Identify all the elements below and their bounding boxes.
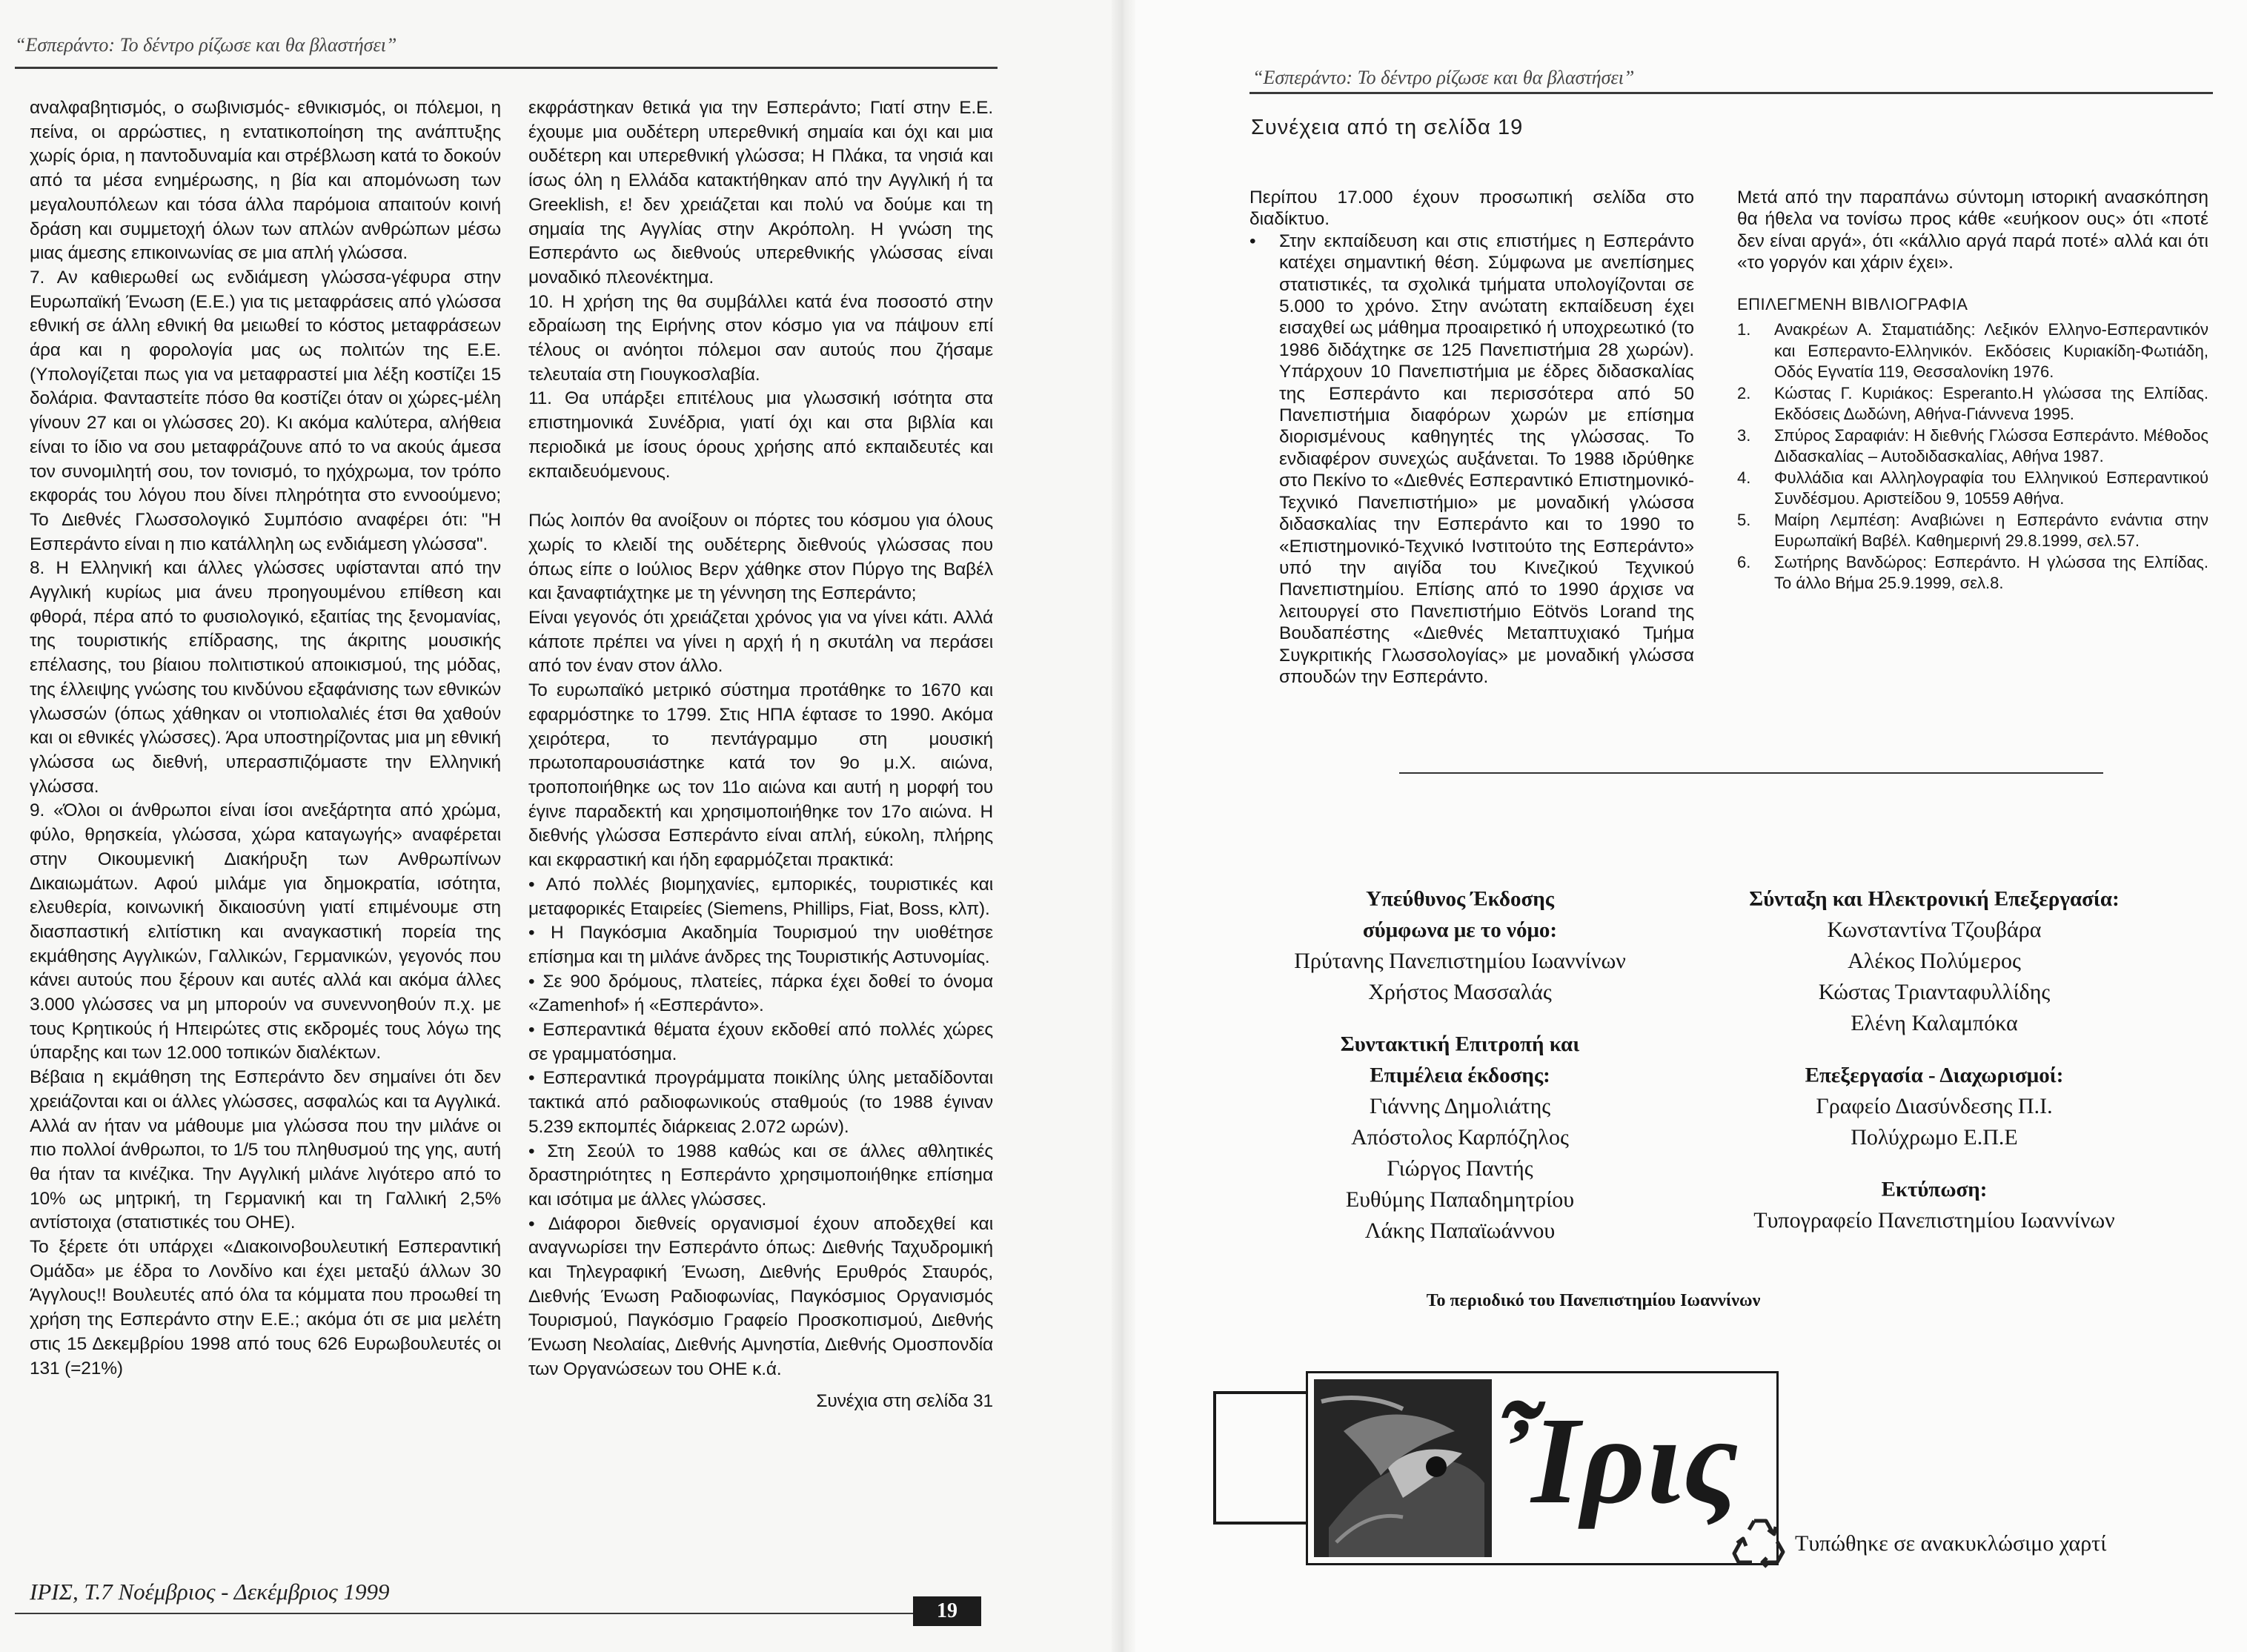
closing-paragraph: Μετά από την παραπάνω σύντομη ιστορική ανασκόπηση θα ήθελα να τονίσω προς κάθε «ευήκοον ους» ότι «ποτέ δεν είναι αργά», ότι «κάλλιο αργά παρά ποτέ» αλλά και ότι «το γοργόν και χάριν έχει». [1737,188,2208,273]
article-column-1 [30,96,501,1381]
credit-block [1697,883,2171,1039]
credit-heading: Επιμέλεια έκδοσης: [1370,1064,1550,1087]
credit-name: Γιάννης Δημολιάτης [1369,1094,1551,1118]
paragraph: • Σε 900 δρόμους, πλατείες, πάρκα έχει δοθεί το όνομα «Zamenhof» ή «Εσπεράντο». [528,971,993,1016]
credit-name: Κωνσταντίνα Τζουβάρα [1827,918,2042,942]
credit-name: Ελένη Καλαμπόκα [1851,1011,2018,1035]
bibliography-item [1737,552,2208,594]
credit-block [1260,1029,1660,1247]
paragraph: Είναι γεγονός ότι χρειάζεται χρόνος για να γίνει κάτι. Αλλά κάποτε πρέπει να γίνει η αρχή ή η σκυτάλη να περάσει από τον έναν στον άλλο. [528,608,993,677]
bibliography-item [1737,510,2208,552]
bibliography-number: 3. [1737,425,1751,445]
article-column-4 [1737,187,2208,594]
paragraph [1249,230,1694,689]
recycle-icon [1730,1512,1790,1573]
paragraph: Περίπου 17.000 έχουν προσωπική σελίδα στο διαδίκτυο. [1249,188,1694,230]
bibliography-text: Σωτήρης Βανδώρος: Εσπεράντο. Η γλώσσα της Ελπίδας. Το άλλο Βήμα 25.9.1999, σελ.8. [1774,552,2208,593]
paragraph: Βέβαια η εκμάθηση της Εσπεράντο δεν σημαίνει ότι δεν χρειάζονται και οι άλλες γλώσσες, ασφαλώς και τα Αγγλικά. Αλλά αν ήταν να μάθουμε μια γλώσσα που την μιλάνε οι πιο πολλοί άνθρωποι, το 1/5 του πληθυσμού της γης, αυτή θα ήταν τα κινέζικα. Την Αγγλική μιλάνε λιγότερο από το 10% ως μητρική, τη Γερμανική και τη Γαλλική 2,5% αντίστοιχα (στατιστικές του ΟΗΕ). [30,1067,501,1233]
recycled-paper-note: Τυπώθηκε σε ανακυκλώσιμο χαρτί [1795,1531,2107,1556]
credit-name: Ευθύμης Παπαδημητρίου [1345,1187,1575,1212]
header-rule-right [1249,92,2213,94]
paragraph: • Εσπεραντικά θέματα έχουν εκδοθεί από πολλές χώρες σε γραμματόσημα. [528,1020,993,1064]
credit-name: Κώστας Τριανταφυλλίδης [1818,980,2051,1004]
article-column-3 [1249,187,1694,688]
continued-from: Συνέχεια από τη σελίδα 19 [1251,116,1524,139]
paragraph: • Διάφοροι διεθνείς οργανισμοί έχουν αποδεχθεί και αναγνωρίσει την Εσπεράντο όπως: Διεθνής Ταχυδρομική και Τηλεγραφική Ένωση, Διεθνής Ερυθρός Σταυρός, Διεθνής Ένωση Ραδιοφωνίας, Παγκόσμιος Οργανισμός Τουρισμού, Παγκόσμιο Γραφείο Προσκοπισμού, Διεθνής Ένωση Νεολαίας, Διεθνής Αμνηστία, Διεθνής Ομοσπονδία των Οργανώσεων του ΟΗΕ κ.ά. [528,1213,993,1379]
article-column-2 [528,96,993,1413]
issue-footer: ΙΡΙΣ, Τ.7 Νοέμβριος - Δεκέμβριος 1999 [30,1579,390,1605]
bibliography-number: 1. [1737,320,1751,339]
credit-heading: Επεξεργασία - Διαχωρισμοί: [1805,1064,2064,1087]
bibliography-number: 5. [1737,510,1751,529]
paragraph: αναλφαβητισμός, ο σωβινισμός- εθνικισμός, οι πόλεμοι, η πείνα, οι αρρώστιες, η εντατικοποίηση της ανάπτυξης χωρίς όρια, η παντοδυναμία και στρέβλωση κατά το δοκούν από τα μέσα ενημέρωσης, η βία και απομόνωση των μεγαλουπόλεων και τόσα άλλα παρόμοια απαιτούν κοινή δράση και συμμετοχή όλων των απλών ανθρώπων μέσω μιας άμεσης επικοινωνίας σε μια απλή γλώσσα. [30,98,501,264]
page-gutter [1112,0,1135,1652]
bibliography-list [1737,319,2208,594]
paragraph: 11. Θα υπάρξει επιτέλους μια γλωσσική ισότητα στα επιστημονικά Συνέδρια, γιατί όχι και στα βιβλία και περιοδικά με ίσους όρους χρήσης από εκπαιδευτές και εκπαιδευόμενους. [528,388,993,482]
credit-heading: σύμφωνα με το νόμο: [1362,918,1558,942]
iris-artwork [1314,1379,1492,1557]
credit-heading: Συντακτική Επιτροπή και [1340,1032,1580,1056]
paragraph: 9. «Όλοι οι άνθρωποι είναι ίσοι ανεξάρτητα από χρώμα, φύλο, θρησκεία, γλώσσα, χώρα καταγωγής» αναφέρεται στην Οικουμενική Διακήρυξη των Ανθρωπίνων Δικαιωμάτων. Αφού μιλάμε για δημοκρατία, ισότητα, ελευθερία, κοινωνική δικαιοσύνη γιατί επιμένουμε στη διασπαστική ελιτίστικη και αναγκαστική πορεία της εκμάθησης Αγγλικών, Γαλλικών, Γερμανικών, γεγονός που κάνει αυτούς που ξέρουν και αυτές αλλά και ακόμα άλλες 3.000 γλώσσες να μη μπορούν να συνεννοηθούν π.χ. με τους Κρητικούς ή Ηπειρώτες στις εκδρομές τους λόγω της ύπαρξης και των 12.000 τοπικών διαλέκτων. [30,800,501,1064]
paragraph: 8. Η Ελληνική και άλλες γλώσσες υφίστανται από την Αγγλική κυρίως μια άνευ προηγουμένου επίθεση και φθορά, πέρα από το φυσιολογικό, εξαιτίας της ξενομανίας, της τουριστικής επίδρασης, της άκριτης μουσικής επέλασης, του βίαιου πολιτιστικού αποικισμού, της μόδας, της έλλειψης γνώσης του κινδύνου εξαφάνισης των εθνικών γλωσσών (όπως χάθηκαν οι ντοπιολαλιές έτσι θα χαθούν και οι εθνικές γλώσσες). Άρα υποστηρίζοντας μια μη εθνική γλώσσα ως διεθνή, υπερασπιζόμαστε την Ελληνική γλώσσα. [30,558,501,797]
iris-logo-text: Ἶρις [1495,1392,1740,1530]
paragraph: Το ευρωπαϊκό μετρικό σύστημα προτάθηκε το 1670 και εφαρμόστηκε το 1799. Στις ΗΠΑ έφτασε το 1990. Ακόμα χειρότερα, το πεντάγραμμο στη μουσική πρωτοπαρουσιάστηκε κατά τον 9ο μ.Χ. αιώνα, τροποποιήθηκε ως τον 11ο αιώνα και αυτή η μορφή του έγινε παραδεκτή και χρησιμοποιήθηκε τον 17ο αιώνα. Η διεθνής γλώσσα Εσπεράντο είναι απλή, εύκολη, πλήρης και εκφραστική και ήδη εφαρμόζεται πρακτικά: [528,680,993,871]
bibliography-text: Σπύρος Σαραφιάν: Η διεθνής Γλώσσα Εσπεράντο. Μέθοδος Διδασκαλίας – Αυτοδιδασκαλίας, Αθήνα 1987. [1774,425,2208,466]
credit-heading: Εκτύπωση: [1881,1178,1988,1201]
iris-logo [1306,1371,1779,1565]
paragraph: Το ξέρετε ότι υπάρχει «Διακοινοβουλευτική Εσπεραντική Ομάδα» με έδρα το Λονδίνο και έχει μεταξύ άλλων 30 Άγγλους!! Βουλευτές από όλα τα κόμματα που προωθεί τη χρήση της Εσπεράντο στην Ε.Ε.; ακόμα ότι σε μια μελέτη στις 15 Δεκεμβρίου 1998 από τους 626 Ευρωβουλευτές οι 131 (=21%) [30,1237,501,1379]
paragraph: • Η Παγκόσμια Ακαδημία Τουρισμού την υιοθέτησε επίσημα και τη μιλάνε άνδρες της Τουριστικής Αστυνομίας. [528,923,993,967]
bibliography-number: 6. [1737,552,1751,571]
continued-note: Συνέχια στη σελίδα 31 [816,1390,993,1411]
bibliography-text: Ανακρέων Α. Σταματιάδης: Λεξικόν Ελληνο-Εσπεραντικόν και Εσπεραντο-Ελληνικόν. Εκδόσεις Κυριακίδη-Φωτιάδη, Οδός Εγνατία 119, Θεσσαλονίκη 1976. [1774,320,2208,382]
credit-heading: Σύνταξη και Ηλεκτρονική Επεξεργασία: [1749,887,2120,911]
credit-name: Γραφείο Διασύνδεσης Π.Ι. [1816,1094,2053,1118]
credit-name: Πολύχρωμο Ε.Π.Ε [1851,1125,2018,1150]
credits-left [1260,883,1660,1267]
bibliography-number: 4. [1737,468,1751,487]
paragraph: • Στη Σεούλ το 1988 καθώς και σε άλλες αθλητικές δραστηριότητες η Εσπεράντο χρησιμοποιήθηκε επίσημα και ισότιμα με άλλες γλώσσες. [528,1141,993,1210]
running-head-right: “Εσπεράντο: Το δέντρο ρίζωσε και θα βλαστήσει” [1252,67,1635,88]
bibliography-item [1737,468,2208,510]
credit-name: Απόστολος Καρπόζηλος [1351,1125,1569,1150]
section-divider [1399,772,2103,774]
paragraph: Πώς λοιπόν θα ανοίξουν οι πόρτες του κόσμου για όλους χωρίς το κλειδί της ουδέτερης διεθνούς γλώσσας που όπως είπε ο Ιούλιος Βερν χάθηκε στον Πύργο της Βαβέλ και ξαναφτιάχτηκε με τη γέννηση της Εσπεράντο; [528,511,993,604]
credit-heading: Υπεύθυνος Έκδοσης [1366,887,1554,911]
bullet-text: Στην εκπαίδευση και στις επιστήμες η Εσπεράντο κατέχει σημαντική θέση. Σύμφωνα με ανεπίσημες στατιστικές, τα σχολικά τμήματα υπολογίζονται σε 5.000 το χρόνο. Στην ανώτατη εκπαίδευση έχει εισαχθεί ως μάθημα προαιρετικό ή υποχρεωτικό (το 1986 διδάχτηκε σε 125 Πανεπιστήμια 28 χωρών). Υπάρχουν 10 Πανεπιστήμια με έδρες διδασκαλίας της Εσπεράντο και περισσότερα από 50 Πανεπιστήμια διαφόρων χωρών με επίσημα διορισμένους καθηγητές της γλώσσας. Το ενδιαφέρον συνεχώς αυξάνεται. Το 1988 ιδρύθηκε στο Πεκίνο το «Διεθνές Εσπεραντικό Επιστημονικό-Τεχνικό Πανεπιστήμιο» με μοναδική γλώσσα διδασκαλίας την Εσπεράντο και το 1990 το «Επιστημονικό-Τεχνικό Ινστιτούτο της Εσπεράντο» υπό την αιγίδα του Κινεζικού Τεχνικού Πανεπιστημίου. Επίσης από το 1990 άρχισε να λειτουργεί στο Πανεπιστήμιο Eötvös Lorand της Βουδαπέστης «Διεθνές Μεταπτυχιακό Τμήμα Συγκριτικής Γλωσσολογίας» με μοναδική γλώσσα σπουδών την Εσπεράντο. [1279,230,1694,687]
bibliography-item [1737,425,2208,468]
bibliography-text: Κώστας Γ. Κυριάκος: Esperanto.Η γλώσσα της Ελπίδας. Εκδόσεις Δωδώνη, Αθήνα-Γιάννενα 1995. [1774,383,2208,424]
footer-rule-left [15,1613,919,1614]
paragraph: • Εσπεραντικά προγράμματα ποικίλης ύλης μεταδίδονται τακτικά από ραδιοφωνικούς σταθμούς (το 1988 έγιναν 5.239 εκπομπές διάρκειας 2.072 ωρών). [528,1068,993,1137]
credits-right [1697,883,2171,1257]
header-rule-left [15,67,998,69]
bibliography-title: ΕΠΙΛΕΓΜΕΝΗ ΒΙΒΛΙΟΓΡΑΦΙΑ [1737,294,1968,314]
paragraph: 7. Αν καθιερωθεί ως ενδιάμεση γλώσσα-γέφυρα στην Ευρωπαϊκή Ένωση (Ε.Ε.) για τις μεταφράσεις από γλώσσα εθνική σε άλλη εθνική θα μειωθεί το κόστος μεταφράσεων άρα και η φορολογία μας ως πολιτών της Ε.Ε. (Υπολογίζεται πως για να μεταφραστεί μια λέξη κοστίζει 15 δολάρια. Φανταστείτε πόσο θα κοστίζει όταν οι χώρες-μέλη γίνουν 27 και οι γλώσσες 20). Κι ακόμα καλύτερα, αλήθεια είναι το ίδιο να σου μεταφράζουνε από το να ακούς άμεσα τον συνομιλητή σου, τον τονισμό, το ηχόχρωμα, τον τρόπο εκφοράς του λόγου που δίνει πληρότητα στο εννοούμενο; Το Διεθνές Γλωσσολογικό Συμπόσιο αναφέρει ότι: "Η Εσπεράντο είναι η πιο κατάλληλη ως ενδιάμεση γλώσσα". [30,267,501,554]
credit-name: Λάκης Παπαϊωάννου [1364,1218,1556,1243]
running-head-left: “Εσπεράντο: Το δέντρο ρίζωσε και θα βλαστήσει” [15,34,397,56]
credit-name: Αλέκος Πολύμερος [1848,949,2021,973]
credit-block [1260,883,1660,1008]
credit-name: Χρήστος Μασσαλάς [1368,980,1552,1004]
bibliography-item [1737,383,2208,425]
bibliography-number: 2. [1737,383,1751,402]
paragraph: • Από πολλές βιομηχανίες, εμπορικές, τουριστικές και μεταφορικές Εταιρείες (Siemens, Phillips, Fiat, Boss, κλπ). [528,874,993,919]
credit-block [1697,1060,2171,1153]
credit-block [1697,1174,2171,1236]
credit-name: Γιώργος Παντής [1387,1156,1533,1181]
credit-name: Τυπογραφείο Πανεπιστημίου Ιωαννίνων [1753,1208,2115,1233]
credit-name: Πρύτανης Πανεπιστημίου Ιωαννίνων [1294,949,1626,973]
paragraph: 10. Η χρήση της θα συμβάλλει κατά ένα ποσοστό στην εδραίωση της Ειρήνης στον κόσμο για να πάψουν επί τέλους οι ανόητοι πόλεμοι σαν αυτούς που ζήσαμε τελευταία στη Γιουγκοσλαβία. [528,291,993,385]
bibliography-text: Φυλλάδια και Αλληλογραφία του Ελληνικού Εσπεραντικού Συνδέσμου. Αριστείδου 9, 10559 Αθήνα. [1774,468,2208,508]
page-number: 19 [913,1596,981,1626]
bullet-icon: • [1249,230,1256,251]
paragraph: εκφράστηκαν θετικά για την Εσπεράντο; Γιατί στην Ε.Ε. έχουμε μια ουδέτερη υπερεθνική σημαία και όχι και μια ουδέτερη και υπερεθνική γλώσσα; Η Πλάκα, τα νησιά και ίσως όλη η Ελλάδα κατακτήθηκαν από την Αγγλική ή τα Greeklish, ε! δεν χρειάζεται και πολύ να δούμε και τη σημαία της Αγγλίας στην Ακρόπολη. Η γνώση της Εσπεράντο ως διεθνούς υπερεθνικής γλώσσας είναι μοναδικό πλεονέκτημα. [528,98,993,288]
periodical-note: Το περιοδικό του Πανεπιστημίου Ιωαννίνων [1426,1291,1761,1310]
bibliography-text: Μαίρη Λεμπέση: Αναβιώνει η Εσπεράντο ενάντια στην Ευρωπαϊκή Βαβέλ. Καθημερινή 29.8.1999, σελ.57. [1774,510,2208,551]
bibliography-item [1737,319,2208,383]
